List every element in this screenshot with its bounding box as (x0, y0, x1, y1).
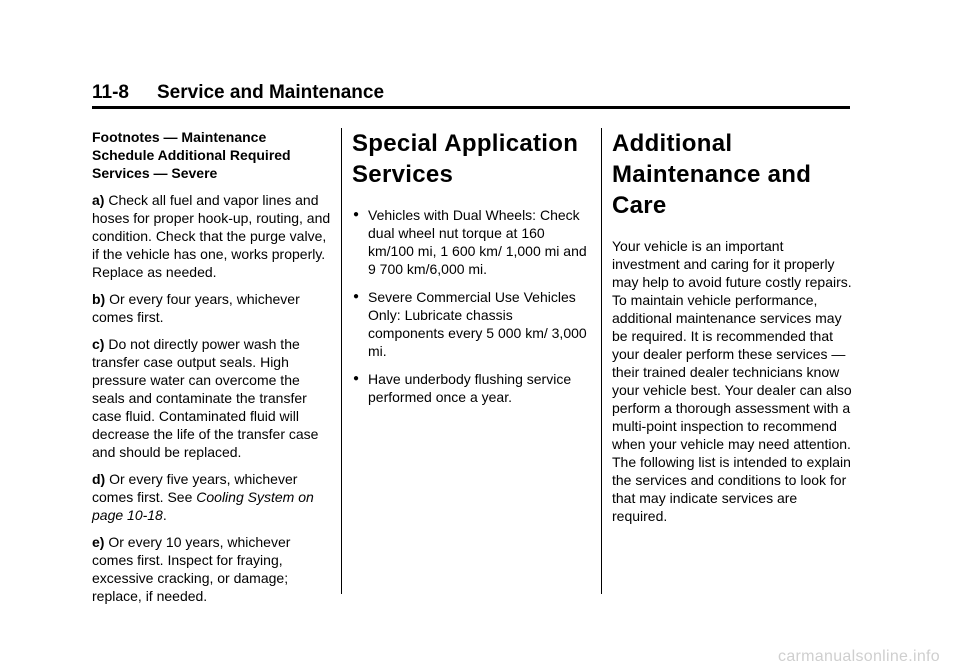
list-item (352, 206, 592, 278)
footnote-key: c) (92, 336, 105, 352)
footnote-d (92, 470, 332, 524)
footnote-key: b) (92, 291, 106, 307)
list-item (352, 370, 592, 406)
footnote-key: a) (92, 192, 105, 208)
footnote-a (92, 191, 332, 281)
list-item-text: Severe Commercial Use Vehicles Only: Lubricate chassis components every 5 000 km/ 3,000 mi. (368, 289, 587, 359)
footnote-text: Do not directly power wash the transfer case output seals. High pressure water can overcome the seals and contaminate the transfer case fluid. Contaminated fluid will decrease the life of the transfer case and should be replaced. (92, 336, 319, 460)
column-additional-care (612, 128, 852, 534)
bullet-icon: ● (353, 209, 360, 220)
footnotes-heading: Footnotes — Maintenance Schedule Additional Required Services — Severe (92, 129, 291, 181)
footnote-text: Or every four years, whichever comes first. (92, 291, 300, 325)
column-divider (601, 128, 602, 594)
list-item-text: Vehicles with Dual Wheels: Check dual wheel nut torque at 160 km/100 mi, 1 600 km/ 1,000 mi and 9 700 km/6,000 mi. (368, 207, 587, 277)
column-divider (341, 128, 342, 594)
list-item (352, 288, 592, 360)
footnote-b (92, 290, 332, 326)
footnote-e (92, 533, 332, 605)
bullet-icon: ● (353, 291, 360, 302)
special-services-heading: Special Application Services (352, 130, 579, 188)
cross-reference-link[interactable]: Cooling System on page 10-18 (92, 489, 314, 523)
section-title: Service and Maintenance (157, 82, 385, 103)
bullet-icon: ● (353, 373, 360, 384)
column-special-services (352, 128, 592, 416)
page-number: 11-8 (92, 82, 129, 103)
special-services-list (352, 206, 592, 406)
footnote-key: e) (92, 534, 105, 550)
footnote-text: Or every five years, whichever comes first. See (92, 471, 298, 505)
list-item-text: Have underbody flushing service performed once a year. (368, 371, 572, 405)
additional-care-heading: Additional Maintenance and Care (612, 130, 812, 219)
additional-care-body: Your vehicle is an important investment and caring for it properly may help to avoid future costly repairs. To maintain vehicle performance, additional maintenance services may be required. It is recommended that your dealer perform these services — their trained dealer technicians know your vehicle best. Your dealer can also perform a thorough assessment with a multi-point inspection to recommend when your vehicle may need attention. The following list is intended to explain the services and conditions to look for that may indicate services are required. (612, 238, 852, 524)
page-header (92, 80, 850, 109)
column-footnotes (92, 128, 332, 614)
footnote-tail: . (162, 507, 167, 523)
footnote-text: Check all fuel and vapor lines and hoses for proper hook-up, routing, and condition. Check that the purge valve, if the vehicle has one, works properly. Replace as needed. (92, 192, 331, 280)
watermark: carmanualsonline.info (778, 648, 940, 665)
footnote-key: d) (92, 471, 106, 487)
footnote-c (92, 335, 332, 461)
footnote-text: Or every 10 years, whichever comes first. Inspect for fraying, excessive cracking, or damage; replace, if needed. (92, 534, 291, 604)
